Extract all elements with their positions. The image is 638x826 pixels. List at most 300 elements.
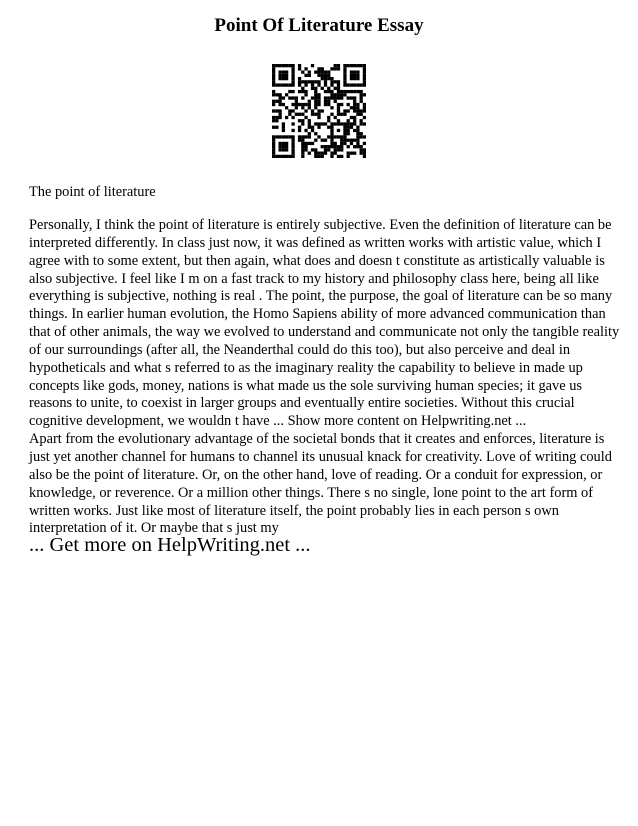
qr-module [308,106,311,109]
qr-module [337,64,340,67]
qr-module [301,152,304,155]
qr-module [317,116,320,119]
qr-module [272,119,275,122]
qr-module [347,129,350,132]
qr-module [291,109,294,112]
qr-module [282,129,285,132]
text-line: interpreted differently. In class just now, it was defined as written works with artistic value, which I [29,234,602,251]
qr-module [327,70,330,73]
qr-module [317,152,320,155]
qr-module [334,122,337,125]
qr-module [317,126,320,129]
qr-module [314,106,317,109]
qr-module [301,113,304,116]
qr-module [330,90,333,93]
qr-module [353,83,356,86]
qr-module [298,103,301,106]
qr-module [340,96,343,99]
qr-module [321,109,324,112]
qr-module [330,77,333,80]
text-line: Personally, I think the point of literature is entirely subjective. Even the definition of literature can be [29,217,612,233]
qr-module [278,145,281,148]
qr-module [343,109,346,112]
qr-module [356,109,359,112]
qr-module [301,96,304,99]
qr-module [304,142,307,145]
qr-module [291,145,294,148]
qr-module [304,83,307,86]
qr-module [363,122,366,125]
qr-module [282,122,285,125]
qr-module [291,96,294,99]
qr-module [363,103,366,106]
qr-module [278,109,281,112]
qr-module [278,74,281,77]
qr-module [275,109,278,112]
qr-module [291,135,294,138]
qr-module [308,122,311,125]
qr-module [347,132,350,135]
qr-module [334,152,337,155]
text-line: reasons to unite, to coexist in larger groups and eventually entire societies. Without this crucial [29,395,575,412]
qr-module [334,145,337,148]
qr-module [324,139,327,142]
qr-module [350,70,353,73]
qr-module [356,103,359,106]
qr-module [298,80,301,83]
qr-module [317,74,320,77]
qr-module [314,103,317,106]
qr-module [275,135,278,138]
qr-module [291,116,294,119]
qr-module [327,100,330,103]
qr-module [272,148,275,151]
get-more-link[interactable]: ... Get more on HelpWriting.net ... [29,534,311,556]
qr-module [304,90,307,93]
qr-module [301,122,304,125]
qr-module [272,139,275,142]
text-line: everything is subjective, nothing is real . The point, the purpose, the goal of literature can be so many [29,288,613,305]
qr-module [337,135,340,138]
qr-module [308,142,311,145]
qr-module [321,67,324,70]
qr-module [353,139,356,142]
qr-module [311,87,314,90]
qr-module [298,139,301,142]
qr-module [275,155,278,158]
qr-module [304,74,307,77]
text-line: cognitive development, we wouldn t have ... Show more content on Helpwriting.net ... [29,413,527,430]
qr-module [353,152,356,155]
qr-module [356,139,359,142]
qr-module [272,90,275,93]
qr-module [356,135,359,138]
qr-module [330,142,333,145]
qr-module [275,126,278,129]
qr-module [272,135,275,138]
qr-module [337,96,340,99]
qr-module [324,145,327,148]
qr-module [347,90,350,93]
qr-module [330,93,333,96]
qr-module [360,152,363,155]
qr-module [337,122,340,125]
qr-module [360,122,363,125]
qr-module [278,83,281,86]
qr-module [324,83,327,86]
qr-module [324,100,327,103]
qr-module [291,152,294,155]
qr-module [291,122,294,125]
qr-module [288,90,291,93]
qr-module [363,74,366,77]
qr-module [353,129,356,132]
qr-module [298,67,301,70]
qr-module [291,77,294,80]
essay-body [29,217,620,538]
qr-module [282,103,285,106]
qr-module [327,145,330,148]
qr-module [291,129,294,132]
qr-module [330,135,333,138]
qr-module [343,122,346,125]
qr-module [353,64,356,67]
qr-module [324,77,327,80]
qr-module [272,64,275,67]
qr-module [304,148,307,151]
qr-module [291,155,294,158]
qr-module [291,70,294,73]
qr-module [275,93,278,96]
qr-module [356,74,359,77]
qr-module [347,152,350,155]
qr-module [291,67,294,70]
qr-module [363,109,366,112]
qr-module [337,145,340,148]
qr-module [360,83,363,86]
qr-module [317,100,320,103]
qr-module [275,64,278,67]
qr-module [363,155,366,158]
qr-module [347,155,350,158]
text-line: things. In earlier human evolution, the Homo Sapiens ability of more advanced communication than [29,306,606,323]
qr-module [350,90,353,93]
qr-module [343,142,346,145]
qr-module [340,93,343,96]
qr-module [353,122,356,125]
qr-module [304,67,307,70]
qr-module [363,106,366,109]
qr-module [272,142,275,145]
qr-module [324,103,327,106]
qr-module [282,83,285,86]
qr-module [282,96,285,99]
qr-module [291,142,294,145]
qr-module [301,142,304,145]
qr-module [291,148,294,151]
qr-module [360,93,363,96]
essay-paragraph-2 [29,431,610,538]
qr-module [330,96,333,99]
qr-module [278,155,281,158]
qr-module [337,106,340,109]
qr-module [363,67,366,70]
qr-module [347,109,350,112]
qr-module [314,113,317,116]
qr-module [301,106,304,109]
qr-module [282,74,285,77]
qr-module [363,80,366,83]
qr-module [337,83,340,86]
qr-module [356,64,359,67]
qr-module [350,122,353,125]
qr-module [311,129,314,132]
qr-module [353,77,356,80]
qr-module [324,122,327,125]
qr-module [311,113,314,116]
qr-code-icon [272,64,366,158]
qr-module [314,148,317,151]
qr-module [291,64,294,67]
qr-module [353,116,356,119]
text-line: hypotheticals and what s referred to as the imaginary reality the capability to believe in made up [29,359,583,376]
qr-module [324,74,327,77]
qr-module [295,106,298,109]
qr-module [337,90,340,93]
qr-module [330,129,333,132]
qr-module [317,135,320,138]
qr-module [330,139,333,142]
qr-module [347,103,350,106]
qr-module [356,90,359,93]
qr-module [327,74,330,77]
qr-module [314,152,317,155]
qr-module [272,70,275,73]
qr-module [272,80,275,83]
qr-module [272,109,275,112]
qr-module [288,96,291,99]
qr-module [304,116,307,119]
qr-module [340,135,343,138]
qr-module [304,103,307,106]
qr-module [278,142,281,145]
qr-module [350,64,353,67]
qr-module [324,90,327,93]
qr-module [327,126,330,129]
qr-module [350,106,353,109]
qr-module [317,122,320,125]
qr-module [278,77,281,80]
qr-module [360,135,363,138]
qr-module [304,129,307,132]
qr-module [285,145,288,148]
qr-module [278,93,281,96]
qr-module [314,139,317,142]
qr-module [350,142,353,145]
qr-module [343,64,346,67]
qr-module [311,96,314,99]
text-line: knowledge, or reverence. Or a million other things. There s no single, lone point to the art form of [29,484,594,501]
qr-module [317,103,320,106]
qr-module [282,77,285,80]
qr-module [353,90,356,93]
qr-module [356,145,359,148]
qr-module [285,116,288,119]
text-line: also subjective. I feel like I m on a fast track to my history and philosophy class here, being all like [29,270,599,287]
qr-module [278,113,281,116]
qr-module [298,126,301,129]
qr-module [337,109,340,112]
qr-module [285,148,288,151]
qr-module [317,96,320,99]
qr-module [343,77,346,80]
qr-module [304,109,307,112]
qr-module [343,83,346,86]
qr-module [337,67,340,70]
qr-module [285,74,288,77]
qr-module [321,145,324,148]
qr-module [321,139,324,142]
qr-module [308,103,311,106]
qr-module [298,77,301,80]
qr-module [324,70,327,73]
qr-module [353,109,356,112]
qr-module [301,148,304,151]
qr-module [343,126,346,129]
qr-module [337,155,340,158]
qr-module [321,70,324,73]
qr-module [308,70,311,73]
qr-module [343,135,346,138]
qr-module [360,96,363,99]
essay-paragraph-1 [29,217,620,431]
qr-module [334,87,337,90]
qr-module [340,155,343,158]
qr-module [301,119,304,122]
qr-module [291,74,294,77]
qr-module [285,135,288,138]
qr-module [343,67,346,70]
qr-module [330,113,333,116]
qr-module [272,93,275,96]
qr-module [327,135,330,138]
qr-module [301,135,304,138]
qr-module [278,135,281,138]
qr-module [282,155,285,158]
qr-module [353,100,356,103]
qr-module [308,126,311,129]
qr-module [282,70,285,73]
qr-module [308,100,311,103]
qr-module [350,96,353,99]
qr-module [337,148,340,151]
qr-module [272,74,275,77]
qr-module [298,135,301,138]
qr-module [301,70,304,73]
page-title: Point Of Literature Essay [214,15,424,36]
qr-module [285,155,288,158]
qr-module [327,148,330,151]
qr-module [327,96,330,99]
qr-module [360,145,363,148]
qr-module [272,83,275,86]
qr-module [275,116,278,119]
qr-module [327,103,330,106]
qr-module [353,74,356,77]
qr-module [324,80,327,83]
qr-module [285,70,288,73]
qr-module [360,100,363,103]
qr-module [340,139,343,142]
qr-module [272,67,275,70]
qr-module [360,132,363,135]
qr-module [282,64,285,67]
qr-module [343,70,346,73]
qr-module [360,119,363,122]
qr-module [314,132,317,135]
qr-module [314,70,317,73]
qr-module [324,148,327,151]
text-line: just yet another channel for humans to channel its unusual knack for creativity. Love of writing could [29,448,612,465]
qr-module [275,83,278,86]
qr-module [353,106,356,109]
qr-module [340,122,343,125]
qr-module [317,113,320,116]
qr-module [337,129,340,132]
qr-module [330,145,333,148]
qr-module [347,139,350,142]
qr-module [353,96,356,99]
qr-module [311,142,314,145]
qr-module [285,83,288,86]
qr-module [298,64,301,67]
qr-module [314,80,317,83]
qr-module [317,67,320,70]
qr-module [272,145,275,148]
qr-module [278,96,281,99]
qr-module [337,80,340,83]
qr-module [356,70,359,73]
qr-module [314,155,317,158]
qr-module [282,148,285,151]
qr-module [314,87,317,90]
qr-module [363,70,366,73]
qr-module [272,116,275,119]
qr-module [278,148,281,151]
qr-module [298,119,301,122]
qr-module [278,103,281,106]
qr-module [330,132,333,135]
qr-module [298,83,301,86]
qr-module [330,67,333,70]
qr-module [288,113,291,116]
qr-module [304,135,307,138]
qr-module [314,90,317,93]
qr-module [360,148,363,151]
qr-module [350,152,353,155]
qr-module [334,80,337,83]
qr-module [337,93,340,96]
qr-module [327,77,330,80]
qr-module [301,145,304,148]
qr-module [285,142,288,145]
text-line: of our surroundings (after all, the Neanderthal could do this too), but also perceive and deal in [29,341,571,358]
qr-module [314,93,317,96]
qr-module [334,148,337,151]
qr-module [311,126,314,129]
qr-module [353,145,356,148]
qr-module [324,96,327,99]
